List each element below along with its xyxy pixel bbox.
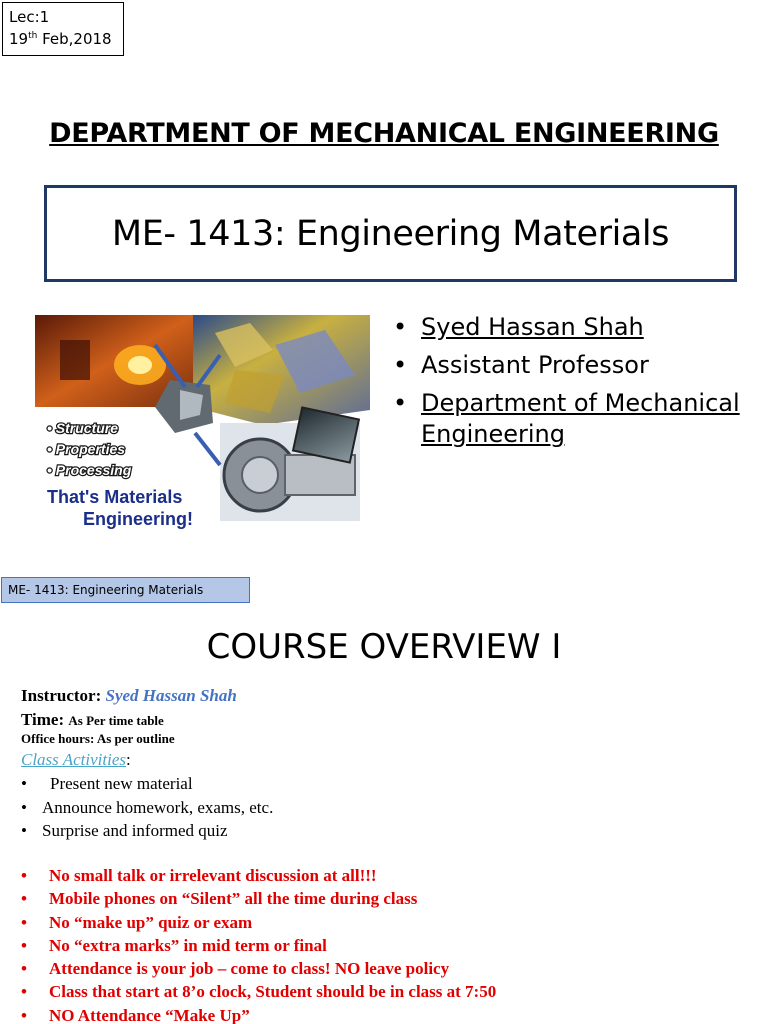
list-item: • Present new material: [21, 772, 273, 796]
collage-caption-line1: That's Materials: [47, 487, 183, 507]
collage-bullet-properties: • Properties: [47, 441, 126, 457]
list-item: • No “make up” quiz or exam: [21, 911, 496, 934]
list-item: • Syed Hassan Shah: [393, 313, 644, 341]
date-day: 19: [9, 30, 29, 48]
department-title: DEPARTMENT OF MECHANICAL ENGINEERING: [49, 118, 719, 149]
date-rest: Feb,2018: [37, 30, 112, 48]
instructor-line-name: Syed Hassan Shah: [105, 686, 237, 705]
rule-text: Mobile phones on “Silent” all the time during class: [49, 889, 418, 909]
collage-bullet-processing: • Processing: [47, 462, 132, 478]
office-hours: Office hours: As per outline: [21, 731, 175, 746]
colon: :: [126, 750, 131, 769]
list-item: • Surprise and informed quiz: [21, 819, 273, 843]
rule-text: Class that start at 8’o clock, Student should be in class at 7:50: [49, 982, 497, 1002]
date-suffix: th: [28, 31, 38, 41]
rule-text: NO Attendance “Make Up”: [49, 1005, 250, 1024]
list-item: • Announce homework, exams, etc.: [21, 796, 273, 820]
collage-caption-line2: Engineering!: [83, 509, 194, 529]
collage-bullet-structure: • Structure: [47, 420, 119, 436]
instructor-title: Assistant Professor: [421, 351, 649, 379]
rule-text: No “extra marks” in mid term or final: [49, 935, 327, 955]
list-item: • Class that start at 8’o clock, Student should be in class at 7:50: [21, 980, 496, 1003]
list-item: • Assistant Professor: [393, 351, 649, 379]
activities-list: [21, 772, 273, 843]
rule-text: No “make up” quiz or exam: [49, 912, 253, 932]
lecture-number: Lec:1: [9, 8, 50, 26]
class-activities-link[interactable]: Class Activities: [21, 750, 126, 769]
list-item: • NO Attendance “Make Up”: [21, 1004, 496, 1024]
slide-course-tag: ME- 1413: Engineering Materials: [1, 577, 250, 603]
list-item: • Mobile phones on “Silent” all the time during class: [21, 887, 496, 910]
time-line: [21, 710, 164, 730]
list-item: • Attendance is your job – come to class! NO leave policy: [21, 957, 496, 980]
class-activities-heading: [21, 750, 131, 770]
class-rules-list: [21, 864, 496, 1024]
instructor-line: [21, 686, 237, 706]
instructor-label: Instructor:: [21, 686, 102, 705]
overview-title: COURSE OVERVIEW I: [206, 627, 562, 667]
time-label: Time:: [21, 710, 65, 729]
time-value: As Per time table: [68, 713, 164, 728]
instructor-name: Syed Hassan Shah: [421, 313, 644, 341]
rule-text: No small talk or irrelevant discussion at all!!!: [49, 866, 377, 885]
lecture-info-box: [2, 2, 124, 56]
activity-text: Announce homework, exams, etc.: [42, 797, 274, 817]
materials-engineering-collage: [35, 315, 370, 535]
list-item: • Department of Mechanical Engineering: [393, 388, 763, 450]
activity-text: Surprise and informed quiz: [42, 821, 228, 840]
rule-text: Attendance is your job – come to class! NO leave policy: [49, 959, 450, 979]
activity-text: Present new material: [50, 774, 193, 793]
course-title: ME- 1413: Engineering Materials: [111, 213, 670, 254]
list-item: • No small talk or irrelevant discussion at all!!!: [21, 864, 496, 887]
list-item: • No “extra marks” in mid term or final: [21, 934, 496, 957]
instructor-info-list: [393, 312, 763, 457]
instructor-department: Department of Mechanical Engineering: [421, 389, 740, 448]
lecture-date: [9, 28, 117, 50]
course-title-box: [44, 185, 737, 282]
